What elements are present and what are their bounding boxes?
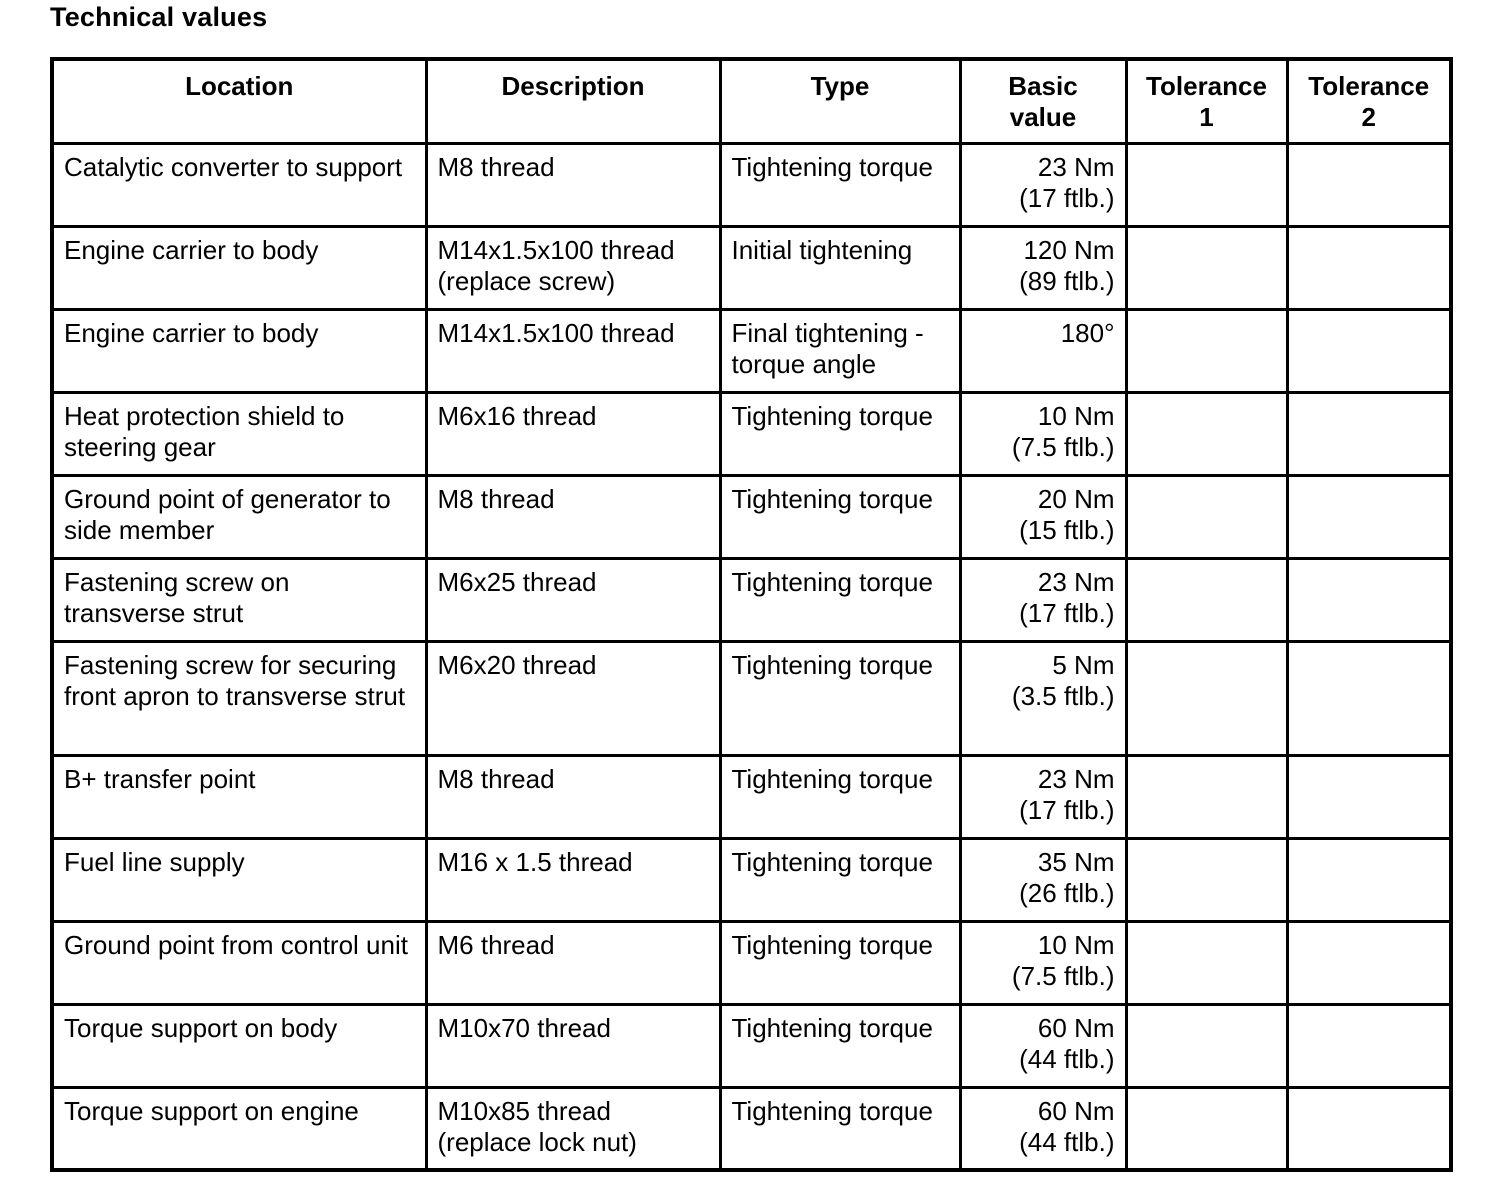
cell-type: Tightening torque — [720, 641, 960, 755]
value-imperial: (17 ftlb.) — [1019, 182, 1115, 213]
table-row — [52, 309, 1451, 392]
cell-basic-value — [960, 755, 1126, 838]
cell-tolerance-1 — [1126, 1087, 1287, 1170]
cell-basic-value — [960, 838, 1126, 921]
cell-tolerance-2 — [1287, 1087, 1451, 1170]
cell-description: M8 thread — [426, 755, 720, 838]
cell-type: Tightening torque — [720, 558, 960, 641]
cell-tolerance-1 — [1126, 1004, 1287, 1087]
value-metric: 23 Nm — [1037, 151, 1115, 182]
value-metric: 180° — [1060, 317, 1115, 348]
cell-tolerance-1 — [1126, 392, 1287, 475]
cell-description: M6x16 thread — [426, 392, 720, 475]
cell-basic-value — [960, 1004, 1126, 1087]
cell-description: M14x1.5x100 thread — [426, 309, 720, 392]
value-metric: 10 Nm — [1037, 400, 1115, 431]
header-tolerance-2-line2: 2 — [1361, 102, 1376, 132]
cell-tolerance-2 — [1287, 921, 1451, 1004]
cell-description: M10x85 thread (replace lock nut) — [426, 1087, 720, 1170]
value-metric: 35 Nm — [1037, 846, 1115, 877]
header-description: Description — [426, 59, 720, 143]
cell-type: Final tightening - torque angle — [720, 309, 960, 392]
cell-description: M14x1.5x100 thread (replace screw) — [426, 226, 720, 309]
cell-location: Torque support on engine — [52, 1087, 426, 1170]
cell-location: Heat protection shield to steering gear — [52, 392, 426, 475]
cell-location: Engine carrier to body — [52, 309, 426, 392]
cell-tolerance-2 — [1287, 1004, 1451, 1087]
value-imperial: (44 ftlb.) — [1019, 1126, 1115, 1157]
cell-type: Tightening torque — [720, 475, 960, 558]
value-imperial: (89 ftlb.) — [1019, 265, 1115, 296]
header-tolerance-2 — [1287, 59, 1451, 143]
header-tolerance-1-line1: Tolerance — [1146, 71, 1267, 101]
header-type: Type — [720, 59, 960, 143]
cell-basic-value — [960, 143, 1126, 226]
header-basic-value-line2: value — [1009, 102, 1077, 132]
cell-location: Ground point of generator to side member — [52, 475, 426, 558]
value-metric: 120 Nm — [1023, 234, 1115, 265]
table-row — [52, 558, 1451, 641]
cell-tolerance-1 — [1126, 641, 1287, 755]
cell-tolerance-2 — [1287, 392, 1451, 475]
page-title: Technical values — [50, 2, 268, 32]
table-row — [52, 838, 1451, 921]
cell-location: Catalytic converter to support — [52, 143, 426, 226]
cell-basic-value — [960, 641, 1126, 755]
table-row — [52, 1087, 1451, 1170]
value-imperial: (17 ftlb.) — [1019, 597, 1115, 628]
header-basic-value — [960, 59, 1126, 143]
cell-location: Fastening screw on transverse strut — [52, 558, 426, 641]
header-basic-value-line1: Basic — [1008, 71, 1078, 101]
cell-description: M6x25 thread — [426, 558, 720, 641]
value-imperial: (44 ftlb.) — [1019, 1043, 1115, 1074]
value-imperial: (15 ftlb.) — [1019, 514, 1115, 545]
cell-type: Tightening torque — [720, 921, 960, 1004]
table-row — [52, 226, 1451, 309]
value-metric: 5 Nm — [1052, 649, 1115, 680]
value-imperial: (3.5 ftlb.) — [1011, 680, 1115, 711]
table-row — [52, 921, 1451, 1004]
cell-basic-value — [960, 921, 1126, 1004]
value-metric: 60 Nm — [1037, 1095, 1115, 1126]
cell-tolerance-2 — [1287, 475, 1451, 558]
cell-tolerance-1 — [1126, 309, 1287, 392]
cell-tolerance-2 — [1287, 226, 1451, 309]
table-row — [52, 143, 1451, 226]
table-row — [52, 641, 1451, 755]
cell-basic-value — [960, 309, 1126, 392]
table-row — [52, 755, 1451, 838]
header-tolerance-2-line1: Tolerance — [1308, 71, 1430, 101]
cell-tolerance-1 — [1126, 921, 1287, 1004]
header-tolerance-1 — [1126, 59, 1287, 143]
cell-basic-value — [960, 226, 1126, 309]
cell-tolerance-2 — [1287, 143, 1451, 226]
cell-tolerance-1 — [1126, 226, 1287, 309]
cell-location: Ground point from control unit — [52, 921, 426, 1004]
table-row — [52, 475, 1451, 558]
value-metric: 23 Nm — [1037, 763, 1115, 794]
table-row — [52, 1004, 1451, 1087]
header-tolerance-1-line2: 1 — [1199, 102, 1214, 132]
cell-description: M10x70 thread — [426, 1004, 720, 1087]
cell-type: Tightening torque — [720, 755, 960, 838]
cell-basic-value — [960, 392, 1126, 475]
cell-location: Engine carrier to body — [52, 226, 426, 309]
cell-tolerance-1 — [1126, 475, 1287, 558]
value-metric: 10 Nm — [1037, 929, 1115, 960]
value-metric: 20 Nm — [1037, 483, 1115, 514]
cell-description: M6 thread — [426, 921, 720, 1004]
table-header-row — [52, 59, 1451, 143]
cell-tolerance-2 — [1287, 309, 1451, 392]
cell-type: Initial tightening — [720, 226, 960, 309]
value-imperial: (7.5 ftlb.) — [1011, 431, 1115, 462]
cell-tolerance-2 — [1287, 641, 1451, 755]
cell-type: Tightening torque — [720, 1087, 960, 1170]
cell-location: B+ transfer point — [52, 755, 426, 838]
technical-values-table — [50, 57, 1453, 1172]
cell-basic-value — [960, 475, 1126, 558]
cell-description: M8 thread — [426, 143, 720, 226]
cell-tolerance-1 — [1126, 755, 1287, 838]
cell-description: M8 thread — [426, 475, 720, 558]
cell-basic-value — [960, 1087, 1126, 1170]
value-metric: 60 Nm — [1037, 1012, 1115, 1043]
table-row — [52, 392, 1451, 475]
value-imperial: (17 ftlb.) — [1019, 794, 1115, 825]
value-imperial: (26 ftlb.) — [1019, 877, 1115, 908]
cell-tolerance-1 — [1126, 143, 1287, 226]
cell-location: Fuel line supply — [52, 838, 426, 921]
cell-tolerance-1 — [1126, 558, 1287, 641]
cell-type: Tightening torque — [720, 392, 960, 475]
cell-type: Tightening torque — [720, 1004, 960, 1087]
cell-type: Tightening torque — [720, 838, 960, 921]
value-imperial: (7.5 ftlb.) — [1011, 960, 1115, 991]
cell-description: M6x20 thread — [426, 641, 720, 755]
cell-location: Torque support on body — [52, 1004, 426, 1087]
header-location: Location — [52, 59, 426, 143]
cell-tolerance-2 — [1287, 755, 1451, 838]
cell-basic-value — [960, 558, 1126, 641]
cell-tolerance-1 — [1126, 838, 1287, 921]
value-metric: 23 Nm — [1037, 566, 1115, 597]
cell-location: Fastening screw for securing front apron to transverse strut — [52, 641, 426, 755]
cell-type: Tightening torque — [720, 143, 960, 226]
cell-tolerance-2 — [1287, 838, 1451, 921]
cell-tolerance-2 — [1287, 558, 1451, 641]
cell-description: M16 x 1.5 thread — [426, 838, 720, 921]
